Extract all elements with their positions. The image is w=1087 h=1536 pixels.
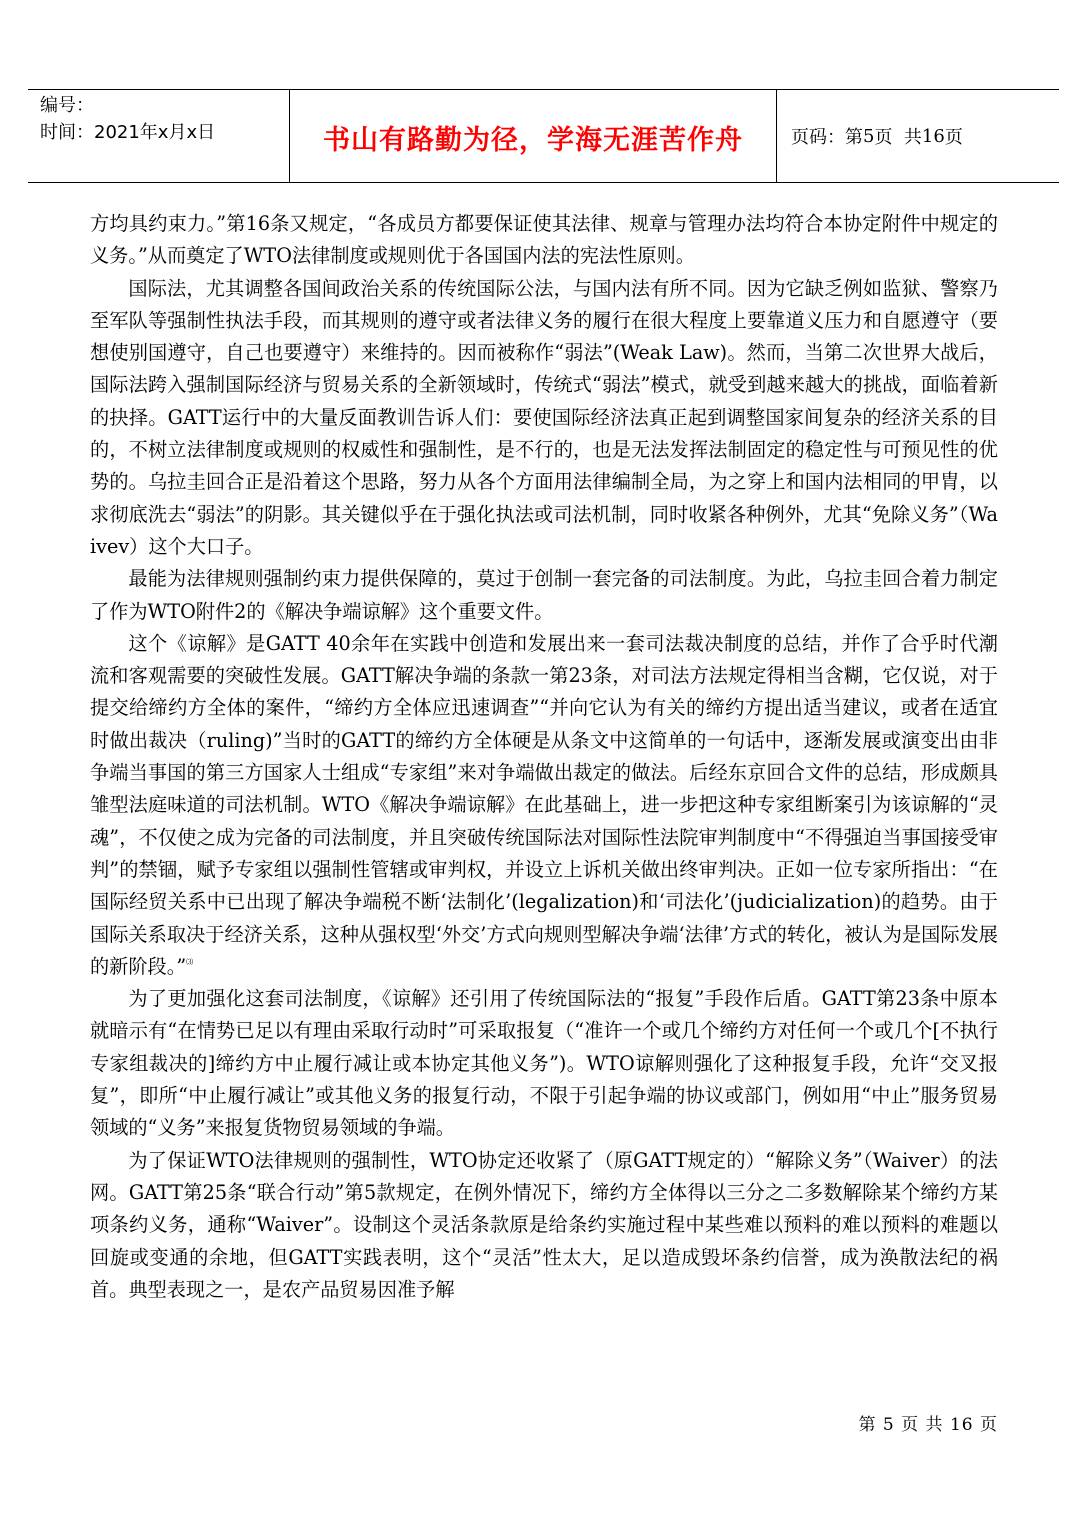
- paragraph-text: 这个《谅解》是GATT 40余年在实践中创造和发展出来一套司法裁决制度的总结，并作了合乎时代潮流和客观需要的突破性发展。GATT解决争端的条款一第23条，对司法方法规定得相当含糊，它仅说，对于提交给缔约方全体的案件，“缔约方全体应迅速调查”“并向它认为有关的缔约方提出适当建议，或者在适宜时做出裁决（ruling)”当时的GATT的缔约方全体硬是从条文中这简单的一句话中，逐渐发展或演变出由非争端当事国的第三方国家人士组成“专家组”来对争端做出裁定的做法。后经东京回合文件的总结，形成颇具雏型法庭味道的司法机制。WTO《解决争端谅解》在此基础上，进一步把这种专家组断案引为该谅解的“灵魂”，不仅使之成为完备的司法制度，并且突破传统国际法对国际性法院审判制度中“不得强迫当事国接受审判”的禁锢，赋予专家组以强制性管辖或审判权，并设立上诉机关做出终审判决。正如一位专家所指出：“在国际经贸关系中已出现了解决争端税不断‘法制化’(legalization)和‘司法化’(judicialization)的趋势。由于国际关系取决于经济关系，这种从强权型‘外交’方式向规则型解决争端‘法律’方式的转化，被认为是国际发展的新阶段。”: [90, 631, 998, 978]
- motto: 书山有路勤为径，学海无涯苦作舟: [323, 124, 743, 156]
- paragraph: [90, 628, 998, 983]
- paragraph: 最能为法律规则强制约束力提供保障的，莫过于创制一套完备的司法制度。为此，乌拉圭回合着力制定了作为WTO附件2的《解决争端谅解》这个重要文件。: [90, 567, 998, 623]
- page-info-suffix: 页: [944, 127, 963, 148]
- footer-total: 16: [949, 1415, 974, 1435]
- header-page-info: [777, 90, 1059, 182]
- number-label: 编号：: [40, 95, 94, 116]
- footer-current: 5: [882, 1415, 895, 1435]
- page-info-prefix: 页码：第: [791, 127, 863, 148]
- footer-middle: 页 共: [894, 1415, 950, 1435]
- page-info-middle: 页 共: [874, 127, 922, 148]
- footnote-marker: ⑶: [186, 957, 194, 966]
- footer-prefix: 第: [858, 1415, 883, 1435]
- page-info-current: 5: [863, 125, 875, 147]
- paragraph: 为了保证WTO法律规则的强制性，WTO协定还收紧了（原GATT规定的）“解除义务”（Waiver）的法网。GATT第25条“联合行动”第5款规定，在例外情况下，缔约方全体得以三分之二多数解除某个缔约方某项条约义务，通称“Waiver”。设制这个灵活条款原是给条约实施过程中某些难以预料的难以预料的难题以回旋或变通的余地，但GATT实践表明，这个“灵活”性太大，足以造成毁坏条约信誉，成为涣散法纪的祸首。典型表现之一，是农产品贸易因准予解: [90, 1148, 998, 1301]
- time-label: 时间：2021年x月x日: [40, 122, 216, 143]
- paragraph: 方均具约束力。”第16条又规定，“各成员方都要保证使其法律、规章与管理办法均符合本协定附件中规定的义务。”从而奠定了WTO法律制度或规则优于各国国内法的宪法性原则。: [90, 212, 998, 268]
- header-meta: [28, 90, 290, 182]
- page-footer: [859, 1410, 999, 1435]
- page-info-total: 16: [921, 125, 945, 147]
- footer-suffix: 页: [973, 1415, 998, 1435]
- paragraph: 国际法，尤其调整各国间政治关系的传统国际公法，与国内法有所不同。因为它缺乏例如监狱、警察乃至军队等强制性执法手段，而其规则的遵守或者法律义务的履行在很大程度上要靠道义压力和自愿遵守（要想使别国遵守，自己也要遵守）来维持的。因而被称作“弱法”(Weak Law)。然而，当第二次世界大战后，国际法跨入强制国际经济与贸易关系的全新领域时，传统式“弱法”模式，就受到越来越大的挑战，面临着新的抉择。GATT运行中的大量反面教训告诉人们：要使国际经济法真正起到调整国家间复杂的经济关系的目的，不树立法律制度或规则的权威性和强制性，是不行的，也是无法发挥法制固定的稳定性与可预见性的优势的。乌拉圭回合正是沿着这个思路，努力从各个方面用法律编制全局，为之穿上和国内法相同的甲胄，以求彻底洗去“弱法”的阴影。其关键似乎在于强化执法或司法机制，同时收紧各种例外，尤其“免除义务”（Waivev）这个大口子。: [90, 276, 998, 558]
- document-body: [90, 208, 998, 1306]
- header-motto-cell: [290, 90, 777, 182]
- paragraph: 为了更加强化这套司法制度，《谅解》还引用了传统国际法的“报复”手段作后盾。GATT第23条中原本就暗示有“在情势已足以有理由采取行动时”可采取报复（“准许一个或几个缔约方对任何一个或几个[不执行专家组裁决的]缔约方中止履行减让或本协定其他义务”)。WTO谅解则强化了这种报复手段，允许“交叉报复”，即所“中止履行减让”或其他义务的报复行动，不限于引起争端的协议或部门，例如用“中止”服务贸易领域的“义务”来报复货物贸易领域的争端。: [90, 987, 998, 1140]
- document-header: [28, 89, 1059, 183]
